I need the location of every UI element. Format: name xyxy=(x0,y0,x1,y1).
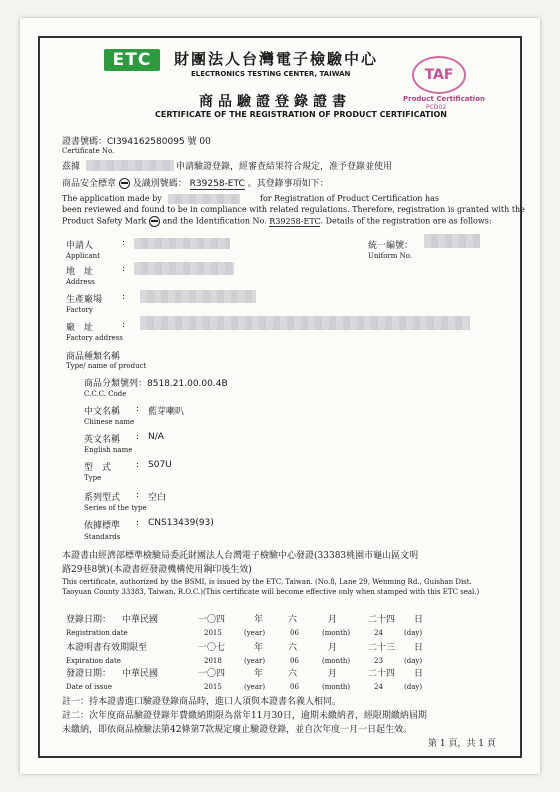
english-name-label-en: English name xyxy=(84,446,133,454)
issue-month: 六 xyxy=(288,669,298,679)
series-label: 系列型式 xyxy=(84,493,121,503)
product-type-label-en: Type/ name of product xyxy=(66,362,147,370)
redacted-applicant xyxy=(86,160,174,171)
id-code-cn: R39258-ETC xyxy=(189,179,245,189)
intro-en-3: Product Safety Mark and the Identification No. R39258-ETC. Details of the registration are as follows: xyxy=(62,216,492,226)
cert-no-value: CI394162580095 xyxy=(107,137,185,147)
intro-cn-2: 商品安全標章 及識別號碼： R39258-ETC 。其登錄事項如下： xyxy=(62,179,329,189)
intro-cn-1b: 申請驗證登錄，經審查結果符合規定，准予登錄並使用 xyxy=(176,162,393,172)
cert-no-label-en: Certificate No. xyxy=(62,147,115,155)
issue-date-label: 發證日期： xyxy=(66,669,112,679)
note-1: 註一：持本證書進口驗證登錄商品時，進口人須與本證書名義人相同。 xyxy=(62,697,342,707)
taf-logo: TAF xyxy=(412,56,466,94)
redacted-uniform-no xyxy=(424,234,480,248)
page-number: 第 1 頁，共 1 頁 xyxy=(428,739,496,749)
authority-en-1: This certificate, authorized by the BSMI, is issued by the ETC, Taiwan. (No.8, Lane 29, Wenming Rd., Guishan Dist. xyxy=(62,578,472,586)
org-name-en: ELECTRONICS TESTING CENTER, TAIWAN xyxy=(191,70,351,78)
note-3: 未繳納，即依商品檢驗法第42條第7款規定廢止驗證登錄，並自次年度一月一日起生效。 xyxy=(62,725,413,735)
org-name-cn: 財團法人台灣電子檢驗中心 xyxy=(174,50,379,68)
note-2: 註二：次年度商品驗證登錄年費繳納期限為當年11月30日，逾期未繳納者，經限期繳納屆期 xyxy=(62,711,427,721)
ccc-row: 商品分類號列：8518.21.00.00.4B xyxy=(84,379,228,389)
type-value: S07U xyxy=(148,460,172,470)
factory-label: 生產廠場 xyxy=(66,295,103,305)
issue-era: 中華民國 xyxy=(122,669,159,679)
certificate-number xyxy=(62,134,211,147)
exp-date-label: 本證明書有效期限至 xyxy=(66,643,148,653)
reg-year: 一〇四 xyxy=(198,615,226,625)
cert-no-suffix: 號 00 xyxy=(187,137,211,147)
standards-label: 依據標準 xyxy=(84,521,121,531)
standards-value: CNS13439(93) xyxy=(148,518,214,528)
product-type-label: 商品種類名稱 xyxy=(66,352,121,362)
redacted-applicant-name xyxy=(134,238,230,249)
ccc-value: 8518.21.00.00.4B xyxy=(147,379,228,389)
english-name-value: N/A xyxy=(148,432,164,442)
issue-year: 一〇四 xyxy=(198,669,226,679)
cert-no-label: 證書號碼： xyxy=(62,137,108,147)
applicant-colon: : xyxy=(122,238,126,248)
factory-label-en: Factory xyxy=(66,306,93,314)
exp-month: 六 xyxy=(288,643,298,653)
series-label-en: Series of the type xyxy=(84,504,147,512)
intro-en-1a: The application made by xyxy=(62,194,162,203)
issue-day: 二十四 xyxy=(368,669,396,679)
factory-address-label-en: Factory address xyxy=(66,334,123,342)
authority-cn-1: 本證書由經濟部標準檢驗局委託財團法人台灣電子檢驗中心發證(33383桃園市龜山區文明 xyxy=(62,551,419,561)
series-value: 空白 xyxy=(148,493,167,503)
address-label: 地 址 xyxy=(66,267,94,277)
exp-day: 二十三 xyxy=(368,643,396,653)
etc-logo: ETC xyxy=(104,49,160,71)
intro-en-2: been reviewed and found to be in compliance with related regulations. Therefore, registration is granted with the xyxy=(62,205,525,214)
certificate-title-en: CERTIFICATE OF THE REGISTRATION OF PRODUCT CERTIFICATION xyxy=(155,110,447,119)
exp-year: 一〇七 xyxy=(198,643,226,653)
reg-date-label-en: Registration date xyxy=(66,629,128,637)
authority-cn-2: 路29巷8號)(本證書經發證機構使用鋼印後生效) xyxy=(62,565,252,575)
factory-address-label: 廠 址 xyxy=(66,323,94,333)
uniform-no-label: 統一編號： xyxy=(368,241,414,251)
chinese-name-label-en: Chinese name xyxy=(84,418,135,426)
reg-day: 二十四 xyxy=(368,615,396,625)
issue-date-label-en: Date of issue xyxy=(66,683,113,691)
intro-en-1b: for Registration of Product Certification has xyxy=(260,194,439,203)
authority-en-2: Taoyuan County 33383, Taiwan, R.O.C.)(This certificate will become effective only when stamped with this ETC seal.) xyxy=(62,588,480,596)
chinese-name-value: 藍芽喇叭 xyxy=(148,407,185,417)
factory-colon: : xyxy=(122,292,126,302)
address-label-en: Address xyxy=(66,278,95,286)
applicant-label-en: Applicant xyxy=(66,252,100,260)
exp-date-label-en: Expiration date xyxy=(66,657,121,665)
id-code-en: R39258-ETC xyxy=(269,216,321,226)
applicant-label: 申請人 xyxy=(66,241,94,251)
reg-date-label: 登錄日期： xyxy=(66,615,112,625)
redacted-factory-address xyxy=(140,316,470,330)
taf-code: PCD02 xyxy=(426,104,447,111)
certificate-title-cn: 商品驗證登錄證書 xyxy=(199,94,351,110)
redacted-address xyxy=(134,262,234,275)
product-safety-mark-icon-en xyxy=(149,216,160,227)
type-label-en: Type xyxy=(84,474,102,482)
chinese-name-label: 中文名稱 xyxy=(84,407,121,417)
taf-subtitle: Product Certification xyxy=(403,95,486,103)
standards-label-en: Standards xyxy=(84,533,121,541)
factory-address-colon: : xyxy=(122,320,126,330)
address-colon: : xyxy=(122,264,126,274)
ccc-label-en: C.C.C. Code xyxy=(84,390,127,398)
type-label: 型 式 xyxy=(84,463,112,473)
uniform-no-label-en: Uniform No. xyxy=(368,252,413,260)
reg-era: 中華民國 xyxy=(122,615,159,625)
product-safety-mark-icon xyxy=(119,178,130,189)
redacted-factory xyxy=(140,290,256,303)
reg-month: 六 xyxy=(288,615,298,625)
redacted-applicant-en xyxy=(168,194,240,204)
intro-cn-1a: 茲據 xyxy=(62,162,81,172)
english-name-label: 英文名稱 xyxy=(84,435,121,445)
